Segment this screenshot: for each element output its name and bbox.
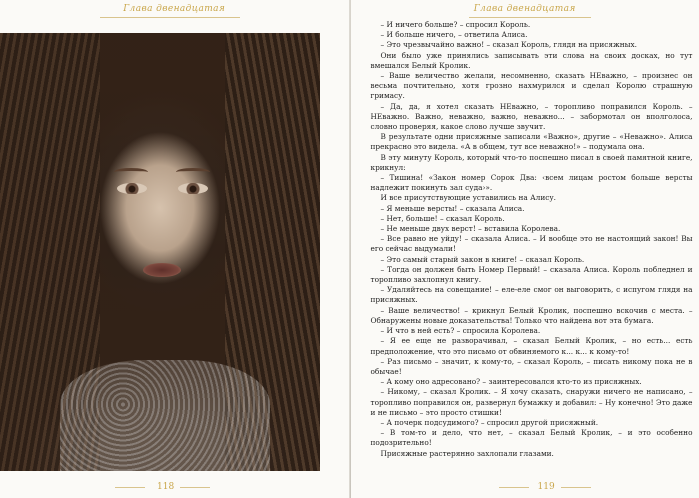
paragraph: – Это чрезвычайно важно! – сказал Король, глядя на присяжных.: [380, 40, 637, 50]
paragraph: – И что в ней есть? – спросила Королева.: [380, 326, 541, 336]
page-number-right: 119: [537, 482, 555, 492]
head-rule-right: [469, 17, 591, 18]
paragraph: В эту минуту Король, который что-то поспешно писал в своей памятной книге, крикнул:: [370, 152, 693, 172]
paragraph: – Раз письмо – значит, к кому-то, – сказал Король, – писать никому пока не в обычае!: [370, 356, 693, 376]
paragraph: – Тогда он должен быть Номер Первый! – сказала Алиса. Король побледнел и торопливо захлопнул книгу.: [370, 264, 693, 285]
paragraph: И все присутствующие уставились на Алису.: [380, 193, 556, 203]
left-eyebrow: [114, 168, 148, 176]
paragraph: – В том-то и дело, что нет, – сказал Белый Кролик, – и это особенно подозрительно!: [370, 428, 693, 448]
folio-rule-right-b: [561, 487, 591, 488]
paragraph: – Тишина! «Закон номер Сорок Два: ‹всем лицам ростом больше версты надлежит покинуть зал суда›».: [370, 173, 693, 193]
paragraph: – Да, да, я хотел сказать НЕважно, – торопливо поправился Король. – НЕважно. Важно, неважно, важно, неважно... – забормотал он вполголоса, словно проверяя, какое слово лучше звучит.: [370, 101, 693, 132]
paragraph: – И больше ничего, – ответила Алиса.: [380, 30, 528, 40]
body-text: [371, 20, 693, 459]
right-page: [351, 0, 699, 498]
paragraph: Они было уже принялись записывать эти слова на своих досках, но тут вмешался Белый Кролик.: [370, 50, 693, 70]
paragraph: – Все равно не уйду! – сказала Алиса. – И вообще это не настоящий закон! Вы его сейчас выдумали!: [370, 234, 693, 254]
paragraph: – Я меньше версты! – сказала Алиса.: [380, 203, 525, 213]
page-number-left: 118: [157, 482, 175, 492]
paragraph: – Это самый старый закон в книге! – сказал Король.: [380, 254, 585, 264]
paragraph: – И ничего больше? – спросил Король.: [380, 20, 531, 29]
paragraph: – Ваше величество! – крикнул Белый Кролик, поспешно вскочив с места. – Обнаружены новые доказательства! Только что найдена вот эта бумага.: [370, 305, 693, 325]
folio-rule-left-a: [115, 487, 145, 488]
paragraph: – Я ее еще не разворачивал, – сказал Белый Кролик, – но есть... есть предположение, что это письмо от обвиняемого к... к... к кому-то!: [370, 336, 693, 356]
paragraph: – Не меньше двух верст! – вставила Королева.: [380, 224, 561, 234]
running-head-left: Глава двенадцатая: [123, 4, 226, 14]
paragraph: – Нет, больше! – сказал Король.: [380, 213, 505, 223]
right-eyebrow: [176, 168, 210, 176]
head-rule-left: [100, 17, 240, 18]
paragraph: – А почерк подсудимого? – спросил другой присяжный.: [380, 417, 599, 427]
right-eye: [178, 183, 208, 194]
left-eye: [117, 183, 147, 194]
paragraph: – А кому оно адресовано? – заинтересовался кто-то из присяжных.: [380, 377, 642, 387]
paragraph: – Удаляйтесь на совещание! – еле-еле смог он выговорить, с испугом глядя на присяжных.: [370, 285, 693, 305]
running-head-right: Глава двенадцатая: [473, 4, 576, 14]
paragraph: В результате одни присяжные записали «Важно», другие – «Неважно». Алиса прекрасно это видела. «А в общем, тут все неважно!» – подумала она.: [370, 132, 693, 152]
paragraph: Присяжные растерянно захлопали глазами.: [380, 448, 554, 458]
paragraph: – Ваше величество желали, несомненно, сказать НЕважно, – произнес он весьма почтительно, хотя грозно нахмурился и сделал Королю страшную гримасу.: [370, 71, 693, 101]
paragraph: – Никому, – сказал Кролик. – Я хочу сказать, снаружи ничего не написано, – торопливо поправился он, развернул бумажку и добавил: – Ну конечно! Это даже и не письмо – это просто стишки!: [370, 387, 693, 417]
lace-collar: [60, 360, 270, 471]
folio-rule-left-b: [180, 487, 210, 488]
folio-rule-right-a: [499, 487, 529, 488]
lips: [143, 263, 181, 277]
